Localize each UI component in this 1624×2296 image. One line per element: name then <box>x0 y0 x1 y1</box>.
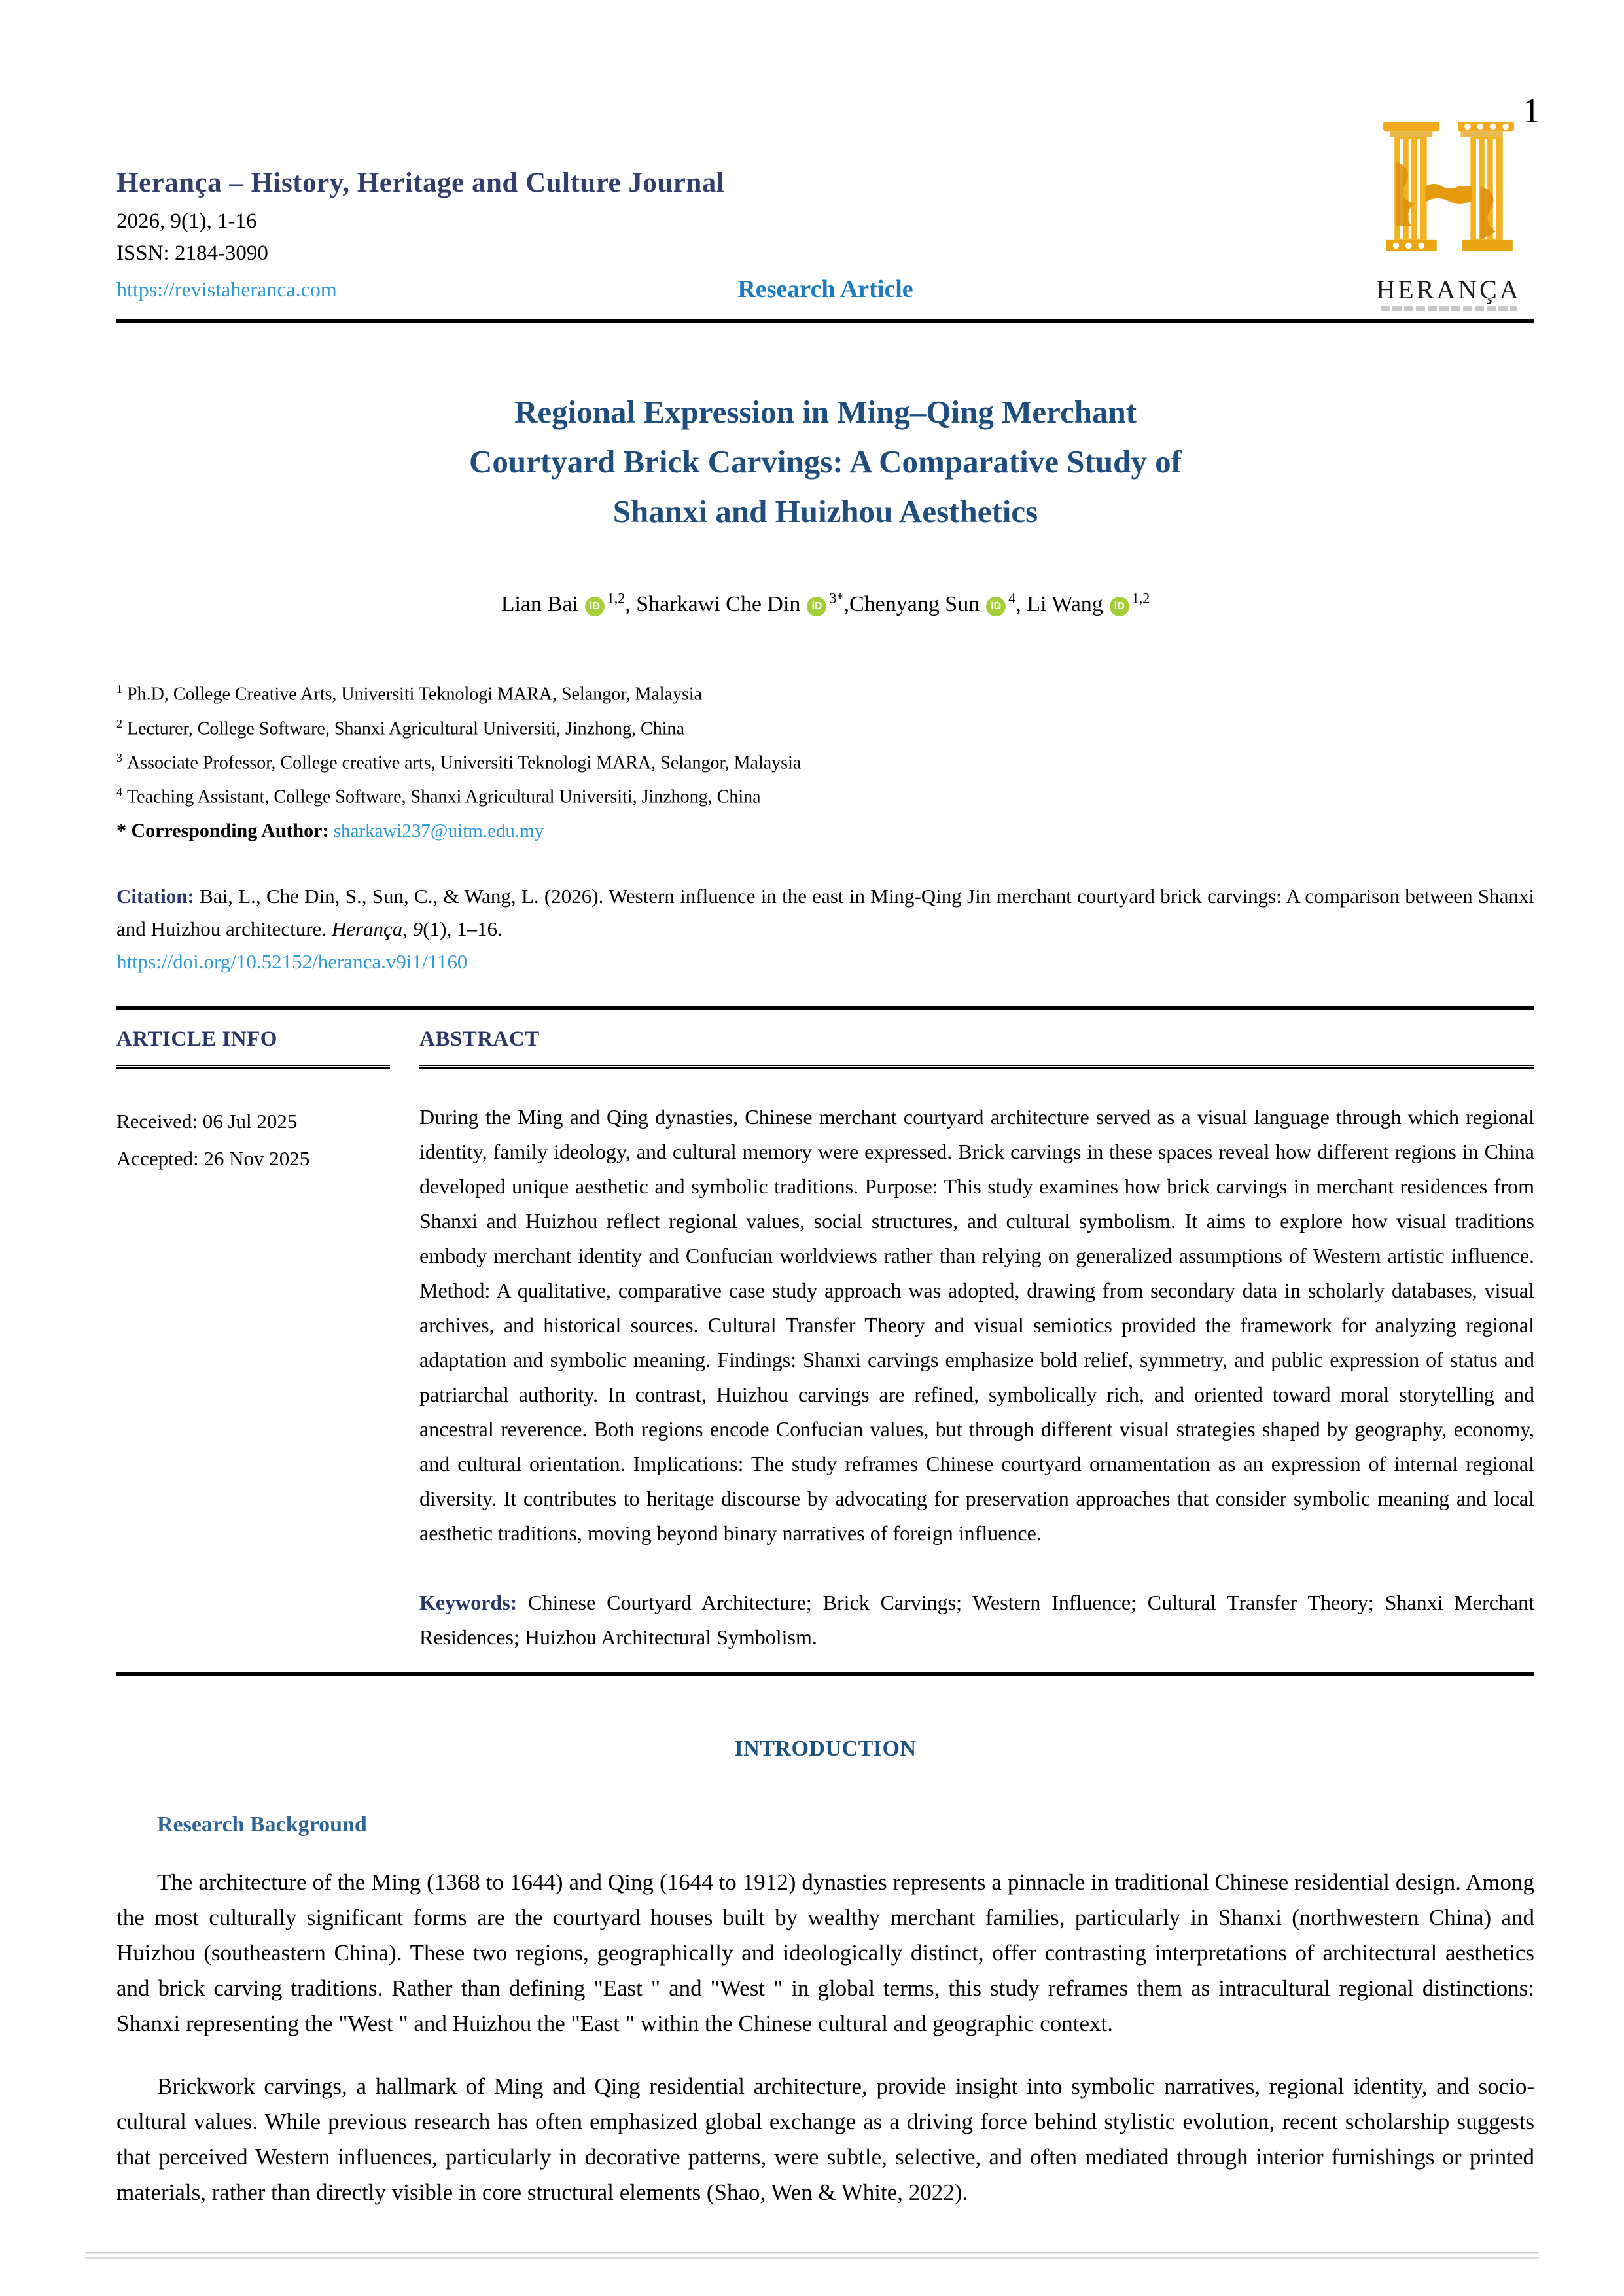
header-rule <box>116 319 1534 323</box>
accepted-date: Accepted: 26 Nov 2025 <box>116 1146 310 1170</box>
article-title <box>116 387 1534 537</box>
footer-divider <box>85 2252 1539 2259</box>
authors-row <box>116 590 1534 618</box>
author-sup: 1,2 <box>607 590 626 607</box>
affiliation-text: Ph.D, College Creative Arts, Universiti Teknologi MARA, Selangor, Malaysia <box>127 684 703 705</box>
author-sup: 3* <box>829 590 844 607</box>
article-info-column <box>116 1010 390 1655</box>
abstract-heading: ABSTRACT <box>419 1010 1534 1069</box>
title-line: Shanxi and Huizhou Aesthetics <box>612 493 1038 529</box>
orcid-icon[interactable]: iD <box>986 597 1006 616</box>
corresponding-author-line <box>116 816 1534 846</box>
author-name: Chenyang Sun <box>849 592 980 617</box>
affiliation-sup: 2 <box>116 716 122 730</box>
intro-paragraph: Brickwork carvings, a hallmark of Ming and Qing residential architecture, provide insight into symbolic narratives, regional identity, and socio-cultural values. While previous research has often emphasized global exchange as a driving force behind stylistic evolution, recent scholarship suggests that perceived Western influences, particularly in decorative patterns, were subtle, selective, and often mediated through interior furnishings or printed materials, rather than directly visible in core structural elements (Shao, Wen & White, 2022). <box>116 2073 1534 2205</box>
author-separator: , <box>1015 592 1027 617</box>
author-name: Li Wang <box>1027 592 1103 617</box>
title-line: Courtyard Brick Carvings: A Comparative Study of <box>469 444 1182 480</box>
citation-journal-italic: Herança <box>331 917 403 940</box>
citation-pages: (1), 1–16. <box>423 917 503 940</box>
journal-url-link[interactable]: https://revistaheranca.com <box>116 277 337 301</box>
journal-header <box>116 0 1534 323</box>
affiliation-line <box>116 709 1534 743</box>
author-name: Lian Bai <box>501 592 578 617</box>
citation-block <box>116 880 1534 978</box>
author <box>636 592 849 616</box>
journal-issue: 2026, 9(1), 1-16 <box>116 209 257 233</box>
journal-name: Herança – History, Heritage and Culture Journal <box>116 168 725 198</box>
affiliation-line <box>116 675 1534 709</box>
author <box>501 592 637 616</box>
author-separator: , <box>625 592 637 617</box>
affiliation-line <box>116 777 1534 811</box>
orcid-icon[interactable]: iD <box>807 597 826 616</box>
keywords-line <box>419 1585 1534 1655</box>
corresponding-author-email[interactable]: sharkawi237@uitm.edu.my <box>333 820 544 841</box>
citation-text: Bai, L., Che Din, S., Sun, C., & Wang, L. (2026). Western influence in the east in Ming-Qing Jin merchant courtyard brick carvings: A comparison between Shanxi and Huizhou architecture. <box>116 884 1534 940</box>
citation-label: Citation: <box>116 884 194 908</box>
affiliation-sup: 1 <box>116 682 122 696</box>
abstract-column <box>419 1010 1534 1655</box>
affiliation-sup: 3 <box>116 751 122 764</box>
article-info-heading: ARTICLE INFO <box>116 1010 390 1069</box>
article-dates <box>116 1103 390 1177</box>
introduction-heading: INTRODUCTION <box>734 1736 917 1761</box>
affiliations <box>116 675 1534 845</box>
orcid-icon[interactable]: iD <box>1110 597 1129 616</box>
citation-separator: , <box>402 917 413 940</box>
affiliation-text: Associate Professor, College creative arts, Universiti Teknologi MARA, Selangor, Malaysia <box>127 752 802 773</box>
keywords-label: Keywords: <box>419 1590 518 1614</box>
author-name: Sharkawi Che Din <box>636 592 801 617</box>
keywords-text: Chinese Courtyard Architecture; Brick Carvings; Western Influence; Cultural Transfer Theory; Shanxi Merchant Residences; Huizhou Architectural Symbolism. <box>419 1590 1534 1649</box>
affiliation-text: Teaching Assistant, College Software, Shanxi Agricultural Universiti, Jinzhong, China <box>127 786 761 807</box>
orcid-icon[interactable]: iD <box>585 597 605 616</box>
logo-wordmark: HERANÇA <box>1376 275 1521 304</box>
author-sup: 1,2 <box>1131 590 1150 607</box>
citation-volume-italic: 9 <box>412 917 423 940</box>
corresponding-author-label: * Corresponding Author: <box>116 819 329 841</box>
author <box>849 592 1027 616</box>
affiliation-line <box>116 743 1534 777</box>
title-line: Regional Expression in Ming–Qing Merchant <box>514 394 1137 430</box>
affiliation-text: Lecturer, College Software, Shanxi Agricultural Universiti, Jinzhong, China <box>127 718 684 739</box>
author <box>1027 592 1150 616</box>
intro-paragraph: The architecture of the Ming (1368 to 1644) and Qing (1644 to 1912) dynasties represents a pinnacle in traditional Chinese residential design. Among the most culturally significant forms are the courtyard houses built by wealthy merchant families, particularly in Shanxi (northwestern China) and Huizhou (southeastern China). These two regions, geographically and ideologically distinct, offer contrasting interpretations of architectural aesthetics and brick carving traditions. Rather than defining "East " and "West " in global terms, this study reframes them as intracultural regional distinctions: Shanxi representing the "West " and Huizhou the "East " within the Chinese cultural and geographic context. <box>116 1869 1534 2036</box>
header-url-row <box>116 277 1534 306</box>
info-abstract-table <box>116 1006 1534 1676</box>
author-sup: 4 <box>1008 590 1016 607</box>
research-background-heading: Research Background <box>157 1812 367 1837</box>
abstract-text: During the Ming and Qing dynasties, Chinese merchant courtyard architecture served as a visual language through which regional identity, family ideology, and cultural memory were expressed. Brick carvings in these spaces reveal how different regions in China developed unique aesthetic and symbolic traditions. Purpose: This study examines how brick carvings in merchant residences from Shanxi and Huizhou reflect regional values, social structures, and cultural symbolism. It aims to explore how visual traditions embody merchant identity and Confucian worldviews rather than relying on generalized assumptions of Western artistic influence. Method: A qualitative, comparative case study approach was adopted, drawing from secondary data in scholarly databases, visual archives, and historical sources. Cultural Transfer Theory and visual semiotics provided the framework for analyzing regional adaptation and symbolic meaning. Findings: Shanxi carvings emphasize bold relief, symmetry, and public expression of status and patriarchal authority. In contrast, Huizhou carvings are refined, symbolically rich, and oriented toward moral storytelling and ancestral reverence. Both regions encode Confucian values, but through different visual strategies shaped by geography, economy, and cultural orientation. Implications: The study reframes Chinese courtyard ornamentation as an expression of internal regional diversity. It contributes to heritage discourse by advocating for preservation approaches that consider symbolic meaning and local aesthetic traditions, moving beyond binary narratives of foreign influence. <box>419 1104 1534 1545</box>
author-separator: , <box>843 592 849 617</box>
article-type-label: Research Article <box>737 275 913 303</box>
journal-issn: ISSN: 2184-3090 <box>116 241 268 265</box>
page-number: 1 <box>1523 91 1540 130</box>
affiliation-sup: 4 <box>116 785 122 799</box>
citation-doi-link[interactable]: https://doi.org/10.52152/heranca.v9i1/1160 <box>116 949 468 973</box>
received-date: Received: 06 Jul 2025 <box>116 1109 298 1133</box>
